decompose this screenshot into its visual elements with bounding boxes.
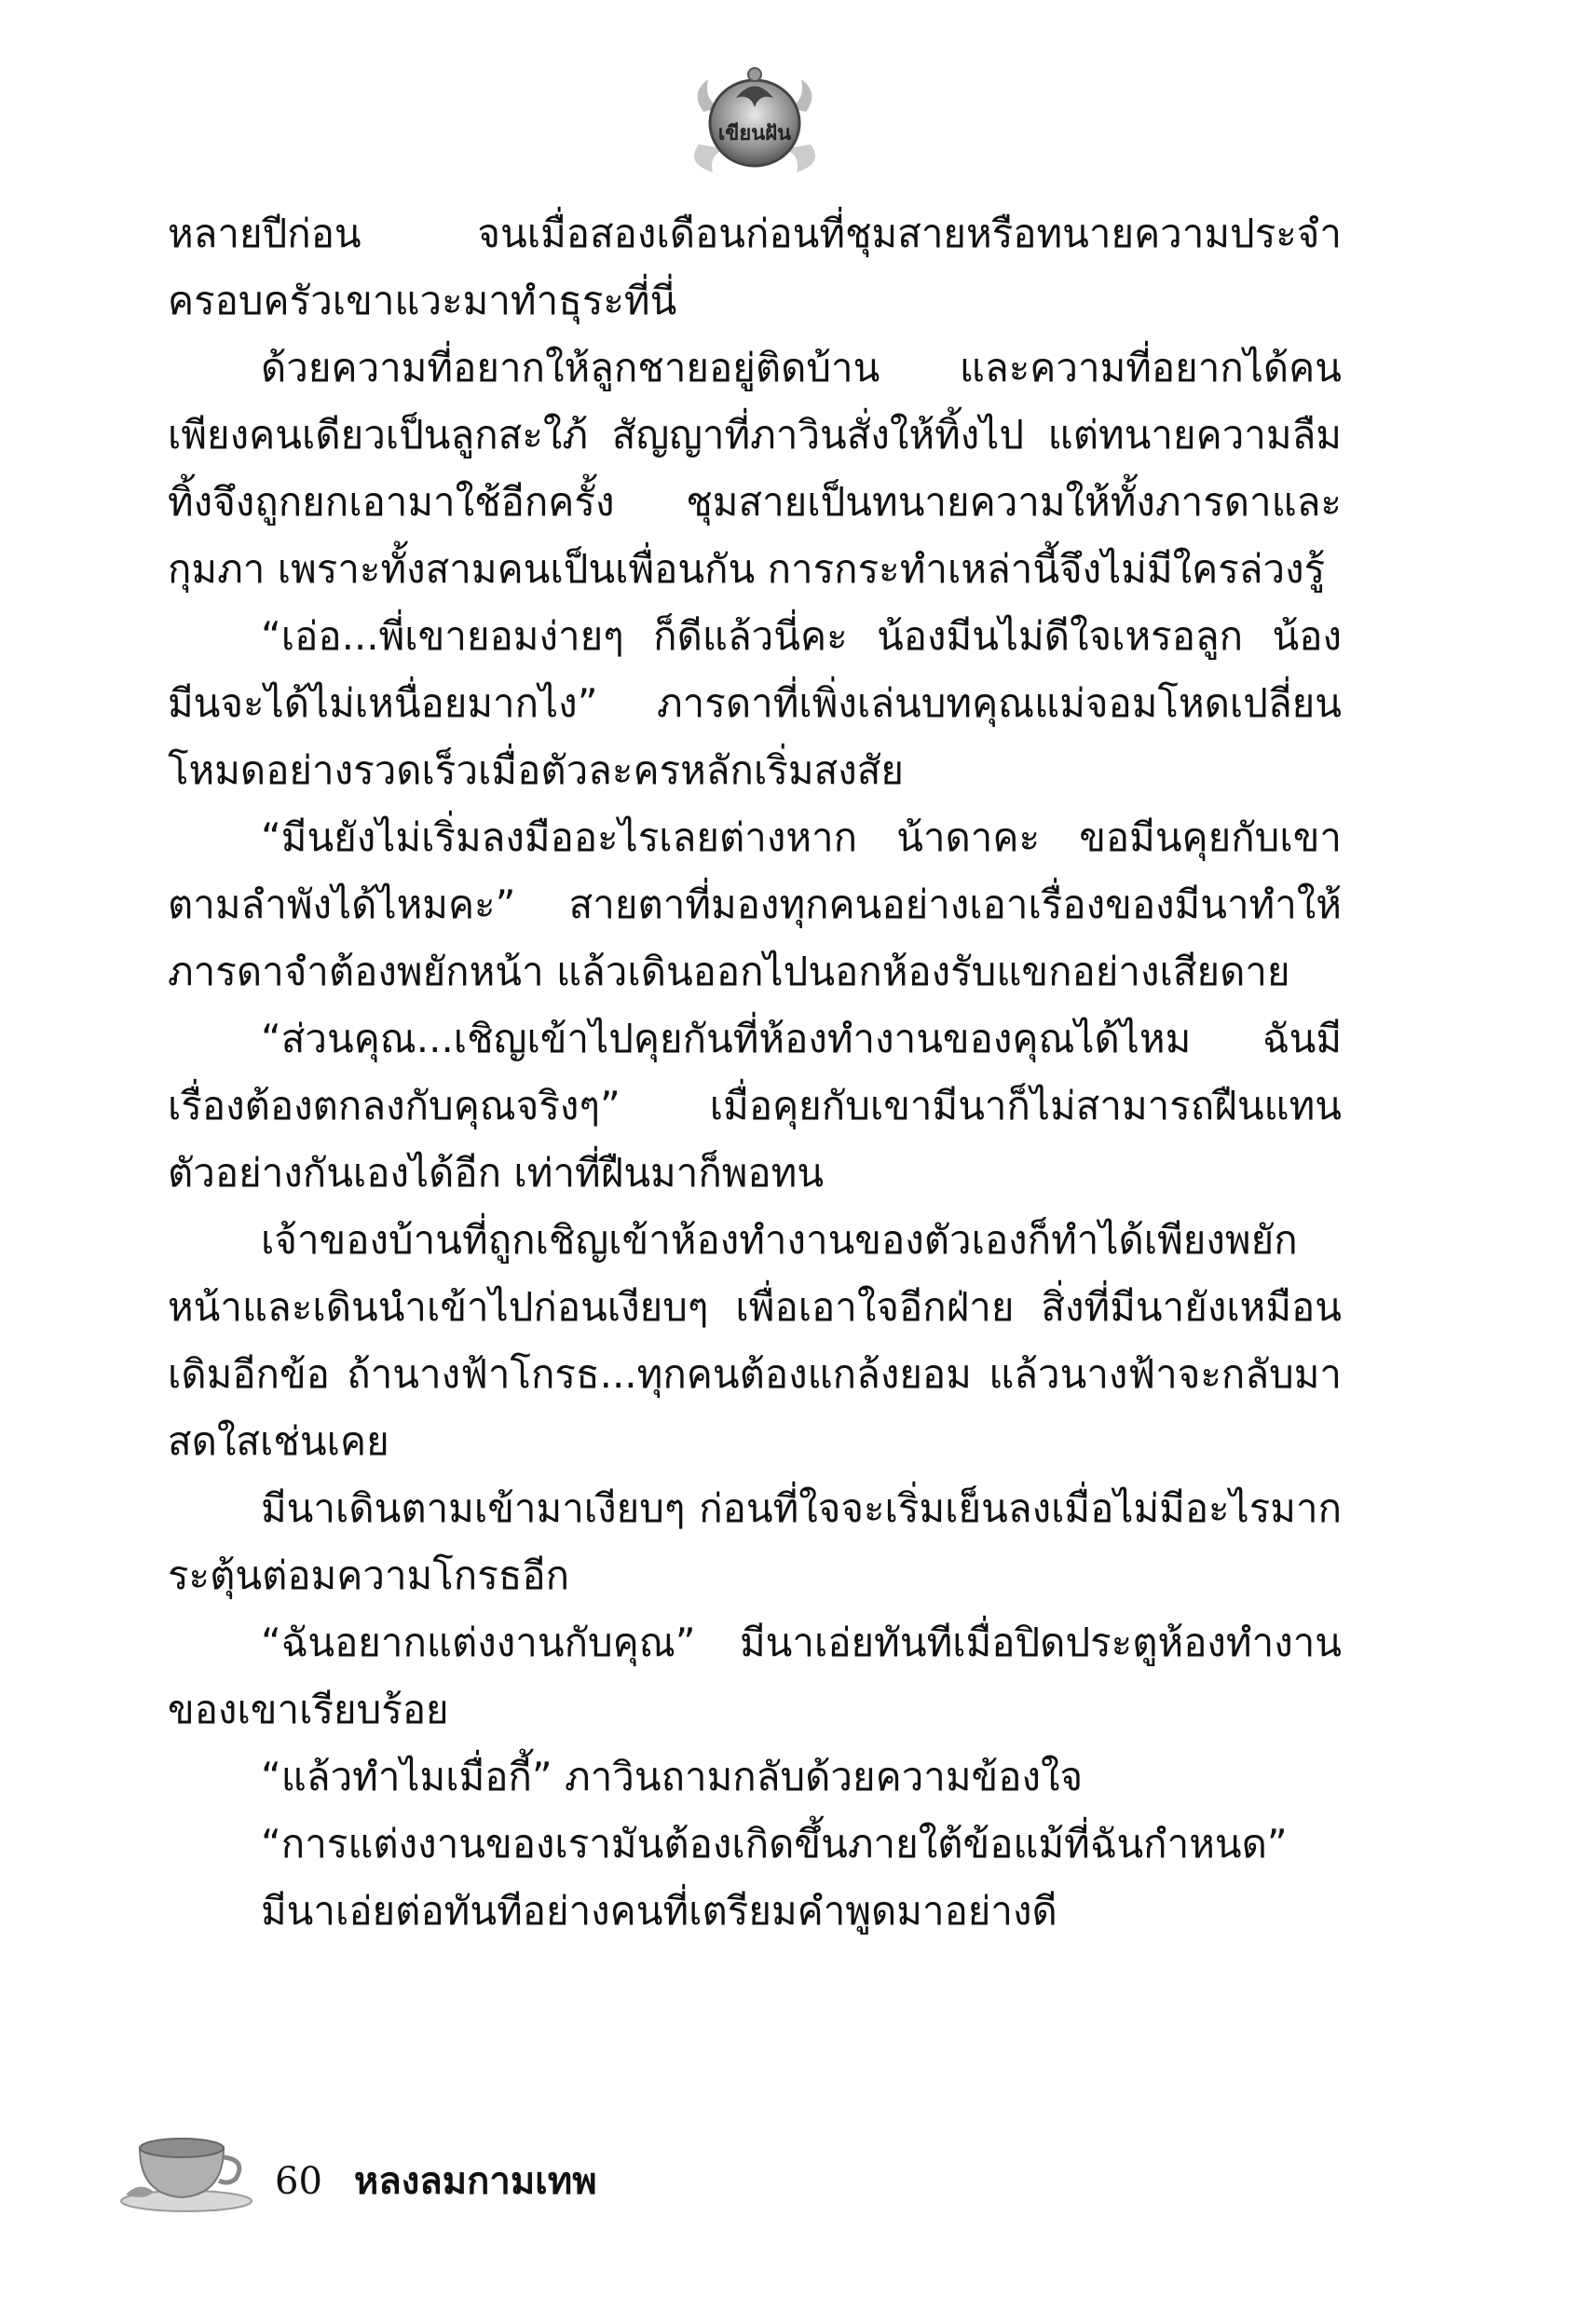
paragraph: “ส่วนคุณ...เชิญเข้าไปคุยกันที่ห้องทำงานของคุณได้ไหม ฉันมีเรื่องต้องตกลงกับคุณจริงๆ” เมื่อคุยกับเขามีนาก็ไม่สามารถฝืนแทนตัวอย่างกันเองได้อีก เท่าที่ฝืนมาก็พอทน [168, 1016, 1342, 1196]
paragraph: “ฉันอยากแต่งงานกับคุณ” มีนาเอ่ยทันทีเมื่อปิดประตูห้องทำงานของเขาเรียบร้อย [168, 1620, 1342, 1732]
page-footer [275, 2151, 597, 2210]
paragraph: “แล้วทำไมเมื่อกี้” ภาวินถามกลับด้วยความข้องใจ [261, 1754, 1084, 1799]
paragraph: “เอ่อ...พี่เขายอมง่ายๆ ก็ดีแล้วนี่คะ น้องมีนไม่ดีใจเหรอลูก น้องมีนจะได้ไม่เหนื่อยมากไง” ภารดาที่เพิ่งเล่นบทคุณแม่จอมโหดเปลี่ยนโหมดอย่างรวดเร็วเมื่อตัวละครหลักเริ่มสงสัย [168, 613, 1342, 793]
svg-text:เขียนฝัน: เขียนฝัน [717, 122, 792, 145]
paragraph: “การแต่งงานของเรามันต้องเกิดขึ้นภายใต้ข้อแม้ที่ฉันกำหนด” [261, 1821, 1288, 1867]
paragraph: เจ้าของบ้านที่ถูกเชิญเข้าห้องทำงานของตัวเองก็ทำได้เพียงพยักหน้าและเดินนำเข้าไปก่อนเงียบๆ เพื่อเอาใจอีกฝ่าย สิ่งที่มีนายังเหมือนเดิมอีกข้อ ถ้านางฟ้าโกรธ...ทุกคนต้องแกล้งยอม แล้วนางฟ้าจะกลับมาสดใสเช่นเคย [168, 1217, 1342, 1464]
paragraph: ด้วยความที่อยากให้ลูกชายอยู่ติดบ้าน และความที่อยากได้คนเพียงคนเดียวเป็นลูกสะใภ้ สัญญาที่ภาวินสั่งให้ทิ้งไป แต่ทนายความลืมทิ้งจึงถูกยกเอามาใช้อีกครั้ง ชุมสายเป็นทนายความให้ทั้งภารดาและกุมภา เพราะทั้งสามคนเป็นเพื่อนกัน การกระทำเหล่านี้จึงไม่มีใครล่วงรู้ [168, 345, 1342, 592]
book-title: หลงลมกามเทพ [353, 2159, 597, 2203]
body-text [168, 200, 1342, 1945]
paragraph: มีนาเดินตามเข้ามาเงียบๆ ก่อนที่ใจจะเริ่มเย็นลงเมื่อไม่มีอะไรมากระตุ้นต่อมความโกรธอีก [168, 1485, 1342, 1598]
paragraph: หลายปีก่อน จนเมื่อสองเดือนก่อนที่ชุมสายหรือทนายความประจำครอบครัวเขาแวะมาทำธุระที่นี่ [168, 211, 1342, 323]
paragraph: มีนาเอ่ยต่อทันทีอย่างคนที่เตรียมคำพูดมาอย่างดี [261, 1888, 1057, 1934]
teacup-icon [116, 2115, 256, 2213]
paragraph: “มีนยังไม่เริ่มลงมืออะไรเลยต่างหาก น้าดาคะ ขอมีนคุยกับเขาตามลำพังได้ไหมคะ” สายตาที่มองทุกคนอย่างเอาเรื่องของมีนาทำให้ภารดาจำต้องพยักหน้า แล้วเดินออกไปนอกห้องรับแขกอย่างเสียดาย [168, 814, 1342, 994]
page-number: 60 [275, 2160, 322, 2203]
ornamental-crest-icon [685, 56, 825, 182]
